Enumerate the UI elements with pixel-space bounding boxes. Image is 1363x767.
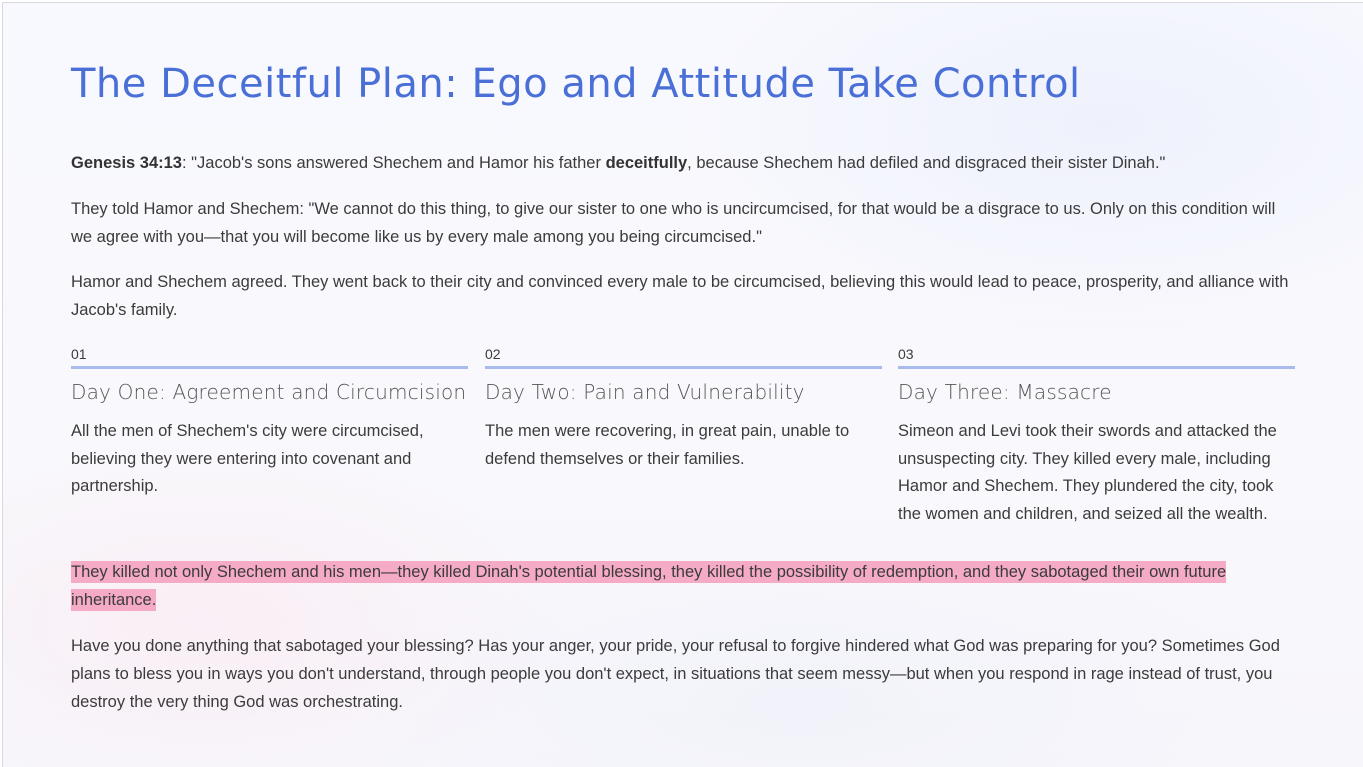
day-title: Day Three: Massacre bbox=[898, 380, 1112, 404]
quote-before: : "Jacob's sons answered Shechem and Hamor his father bbox=[182, 154, 606, 172]
condition-paragraph: They told Hamor and Shechem: "We cannot do this thing, to give our sister to one who is uncircumcised, for that would be a disgrace to us. Only on this condition will we agree with you—that you will become like us by every male among you being circumcised." bbox=[71, 200, 1276, 246]
agreement-paragraph: Hamor and Shechem agreed. They went back to their city and convinced every male to be circumcised, believing this would lead to peace, prosperity, and alliance with Jacob's family. bbox=[71, 273, 1289, 319]
divider-rule bbox=[898, 366, 1295, 369]
day-title: Day One: Agreement and Circumcision bbox=[71, 380, 467, 404]
highlighted-statement bbox=[71, 558, 1297, 614]
day-number: 02 bbox=[485, 346, 501, 362]
highlight-text: They killed not only Shechem and his men—they killed Dinah's potential blessing, they killed the possibility of redemption, and they sabotaged their own future inheritance. bbox=[71, 563, 1227, 609]
day-body: The men were recovering, in great pain, unable to defend themselves or their families. bbox=[485, 422, 850, 468]
scripture-paragraph bbox=[71, 149, 1165, 177]
day-number: 01 bbox=[71, 346, 87, 362]
divider-rule bbox=[71, 366, 468, 369]
quote-emphasis: deceitfully bbox=[605, 154, 688, 172]
day-title: Day Two: Pain and Vulnerability bbox=[485, 380, 805, 404]
day-number: 03 bbox=[898, 346, 914, 362]
slide-title: The Deceitful Plan: Ego and Attitude Take Control bbox=[71, 61, 1081, 107]
day-one-column bbox=[71, 344, 468, 501]
scripture-reference: Genesis 34:13 bbox=[71, 154, 182, 172]
day-three-column bbox=[898, 344, 1295, 528]
day-body: All the men of Shechem's city were circumcised, believing they were entering into covenant and partnership. bbox=[71, 422, 424, 495]
closing-paragraph: Have you done anything that sabotaged your blessing? Has your anger, your pride, your refusal to forgive hindered what God was preparing for you? Sometimes God plans to bless you in ways you don't understand, through people you don't expect, in situations that seem messy—but when you respond in rage instead of trust, you destroy the very thing God was orchestrating. bbox=[71, 637, 1280, 711]
day-two-column bbox=[485, 344, 882, 473]
slide bbox=[2, 2, 1363, 767]
quote-after: , because Shechem had defiled and disgraced their sister Dinah." bbox=[687, 154, 1166, 172]
divider-rule bbox=[485, 366, 882, 369]
day-body: Simeon and Levi took their swords and attacked the unsuspecting city. They killed every male, including Hamor and Shechem. They plundered the city, took the women and children, and seized all the wealth. bbox=[898, 422, 1277, 523]
